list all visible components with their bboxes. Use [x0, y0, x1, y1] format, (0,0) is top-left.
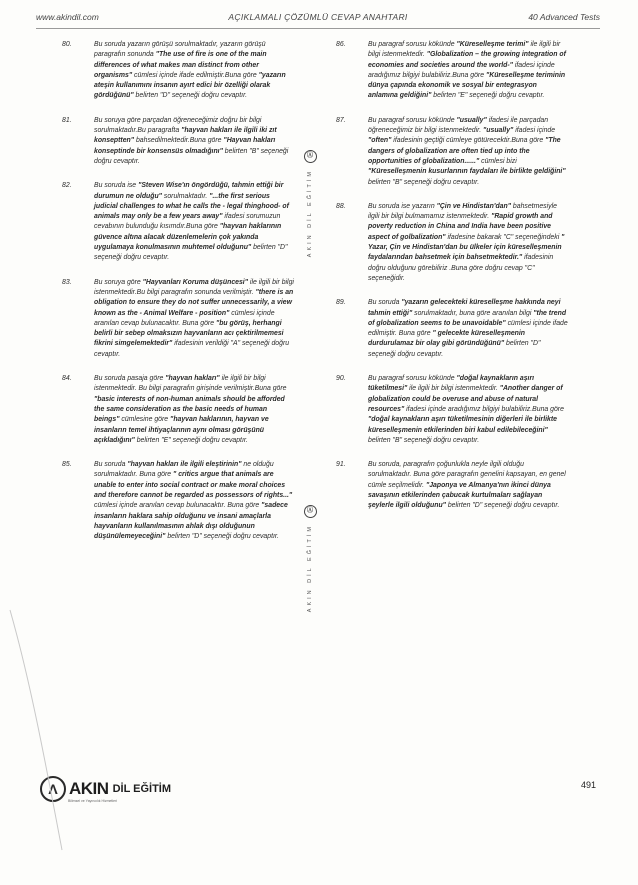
- answer-segment: belirten "E" seçeneği doğru cevaptır.: [134, 436, 248, 444]
- answer-segment: Bu paragraf sorusu kökünde: [368, 116, 457, 124]
- answer-text: [368, 40, 568, 102]
- answer-quote: "usually": [483, 127, 514, 135]
- answer-segment: Bu paragraf sorusu kökünde: [368, 375, 457, 383]
- brand-tagline: Bilimsel ve Yayıncılık Hizmetleri: [68, 799, 118, 803]
- answer-item: [62, 40, 294, 102]
- answer-quote: "Küreselleşme terimi": [456, 41, 529, 48]
- answer-item: [62, 181, 294, 263]
- answer-number: 86.: [336, 41, 346, 48]
- answer-number: 90.: [336, 375, 346, 383]
- answer-item: [62, 116, 294, 167]
- answer-quote: " Yazar, Çin ve Hindistan'dan bu ülkeler için küreselleşmenin faydalarından bahsetmek için bahsetmektedir.": [368, 233, 565, 262]
- answer-segment: cümlesi içinde aranılan cevap bulunacaktır. Buna göre: [94, 502, 262, 510]
- answer-quote: "Another danger of globalization could be overuse and abuse of natural resources": [368, 385, 563, 413]
- answer-segment: cümlesi içinde aranılan cevap bulunacaktır. Buna göre: [94, 309, 275, 327]
- answer-segment: ile ilgili bir bilgi istenmektedir.Bu bilgi paragrafın sonunda verilmiştir.: [94, 278, 294, 296]
- answer-quote: "hayvan hakları": [165, 375, 220, 383]
- answer-text: [368, 460, 568, 511]
- answer-segment: belirten "D" seçeneği doğru cevaptır.: [165, 533, 279, 541]
- answer-quote: "the trend of globalization seems to be unavoidable": [368, 309, 567, 327]
- answer-segment: sorulmaktadır.: [161, 192, 210, 200]
- answer-text: [368, 116, 568, 188]
- answer-quote: " gelecekte küreselleşmenin durdurulamaz bir olay gibi göründüğünü": [368, 330, 525, 348]
- answer-item: [62, 278, 294, 360]
- answer-quote: "Globalization – the growing integration of economies and societies around the world-": [368, 51, 566, 69]
- answer-segment: ifadesi içinde aradığımız bilgiyi bulabiliriz.Buna göre: [404, 405, 564, 413]
- answer-quote: "doğal kaynakların aşırı tüketilmesi": [368, 375, 535, 393]
- answer-quote: "often": [368, 137, 392, 145]
- brand-name: AKIN: [69, 779, 109, 798]
- akin-logo-icon: Ⓐ: [304, 150, 317, 163]
- answer-segment: Bu paragraf sorusu kökünde: [368, 41, 457, 48]
- answer-segment: bahsedilmektedir.Buna göre: [134, 137, 224, 145]
- pen-stroke-mark: [0, 600, 70, 860]
- answer-quote: "Steven Wise'ın öngördüğü, tahmin ettiği bir durumun ne olduğu": [94, 182, 284, 200]
- answer-segment: belirten "D" seçeneği doğru cevaptır.: [94, 244, 288, 262]
- answer-number: 91.: [336, 461, 346, 469]
- answer-quote: "usually": [456, 116, 487, 124]
- answer-segment: Bu soruda pasaja göre: [94, 375, 166, 383]
- answer-text: [94, 374, 294, 446]
- answer-quote: "hayvan haklarının, hayvan ve insanların temel ihtiyaçlarının aynı olması görüşünü açıkladığını": [94, 416, 269, 444]
- answer-quote: "Japonya ve Almanya'nın ikinci dünya savaşının etkilerinden çabucak kurtulmaları sağlayan şeylerle ilgili olduğunu": [368, 481, 551, 510]
- answer-text: [94, 278, 294, 360]
- answer-quote: "...the first serious judicial challenges to what he calls the - legal thinghood- of animals may only be a few years away": [94, 192, 289, 221]
- answer-segment: Bu soruya göre parçadan öğreneceğimiz doğru bir bilgi sorulmaktadır.Bu paragrafta: [94, 116, 262, 135]
- answer-quote: "Çin ve Hindistan'dan": [436, 202, 511, 210]
- spine-text: AKIN DİL EĞİTİM: [307, 524, 313, 613]
- answer-item: [62, 374, 294, 446]
- answer-segment: belirten "E" seçeneği doğru cevaptır.: [431, 92, 545, 100]
- answer-quote: "yazarın gelecekteki küreselleşme hakkında neyi tahmin ettiği": [368, 299, 561, 317]
- answer-segment: Bu soruda ise: [94, 182, 139, 190]
- answer-quote: "hayvan hakları ile ilgili iki zıt konseptten": [94, 127, 277, 145]
- answer-segment: Bu soruya göre: [94, 278, 143, 286]
- left-column: [62, 40, 294, 556]
- answer-text: [94, 181, 294, 263]
- answer-number: 88.: [336, 202, 346, 210]
- answer-segment: cümlesi içinde ifade edilmiştir. Buna göre: [368, 319, 568, 338]
- answer-item: [336, 374, 568, 446]
- answer-number: 82.: [62, 182, 72, 190]
- answer-number: 81.: [62, 116, 72, 124]
- spine-mark-bottom: [302, 505, 318, 655]
- brand-subname: DİL EĞİTİM: [112, 783, 172, 795]
- answer-number: 87.: [336, 116, 346, 124]
- answer-quote: "The dangers of globalization are often tied up into the opportunities of globalization......": [368, 137, 561, 165]
- brand-logo-icon: Λ: [40, 776, 66, 802]
- answer-segment: cümlesine göre: [119, 416, 171, 424]
- answer-segment: belirten "D" seçeneği doğru cevaptır.: [445, 502, 560, 510]
- answer-text: [368, 374, 568, 446]
- answer-number: 80.: [62, 41, 72, 48]
- answer-quote: "Hayvan hakları konseptinde bir konsensüs olmadığını": [94, 137, 276, 155]
- answer-quote: "The use of fire is one of the main differences of what makes man distinct from other organisms": [94, 51, 267, 79]
- answer-segment: ifadesinin geçtiği cümleye götürecektir.Buna göre: [391, 137, 546, 145]
- series-name: 40 Advanced Tests: [528, 12, 600, 22]
- header-rule: [36, 28, 600, 29]
- answer-segment: belirten "B" seçeneği doğru cevaptır.: [368, 178, 480, 186]
- answer-segment: Bu soruda yazarın görüşü sorulmaktadır, yazarın görüşü paragrafın sonunda: [94, 41, 266, 59]
- answer-quote: "sadece insanların haklara sahip olduğunu ve insani amaçlarla hayvanların kullanılmasının ahlak dışı olduğunun düşünülemeyeceğini": [94, 502, 288, 541]
- answer-quote: "Küreselleşmenin kusurlarının faydaları ile birlikte geldiğini": [368, 168, 566, 176]
- spine-mark-top: [302, 150, 318, 300]
- answer-number: 84.: [62, 375, 72, 383]
- header-title: AÇIKLAMALI ÇÖZÜMLÜ CEVAP ANAHTARI: [228, 12, 408, 22]
- page-number: 491: [580, 780, 596, 790]
- answer-number: 89.: [336, 299, 346, 307]
- answer-item: [336, 202, 568, 284]
- answer-text: [94, 40, 294, 102]
- answer-quote: "basic interests of non-human animals should be afforded the same consideration as the basic needs of human beings": [94, 395, 285, 424]
- answer-segment: cümlesi bizi: [479, 157, 517, 165]
- answer-segment: Bu soruda: [94, 461, 128, 469]
- answer-quote: "Rapid growth and poverty reduction in China and India have been positive aspect of golbalization": [368, 213, 553, 241]
- page-header: [36, 12, 600, 26]
- akin-logo-icon: Ⓐ: [304, 505, 317, 518]
- answer-segment: ifadesinin verildiği "A" seçeneği doğru cevaptır.: [94, 340, 290, 358]
- answer-segment: belirten "D" seçeneği doğru cevaptır.: [133, 92, 248, 100]
- answer-item: [62, 460, 294, 542]
- answer-text: [94, 460, 294, 542]
- answer-text: [94, 116, 294, 167]
- answer-segment: ifadesinin doğru olduğunu görebiliriz .Buna göre doğru cevap "C" seçeneğidir.: [368, 254, 554, 282]
- answer-segment: bahsetmesiyle ilgili bir bilgi bulmamamız istenmektedir.: [368, 202, 557, 221]
- answer-segment: belirten "D" seçeneği doğru cevaptır.: [368, 340, 541, 358]
- answer-segment: ile ilgili bir bilgi istenmektedir.: [368, 41, 561, 59]
- right-column: [336, 40, 568, 526]
- answer-segment: belirten "B" seçeneği doğru cevaptır.: [368, 436, 480, 444]
- answer-number: 85.: [62, 461, 72, 469]
- answer-quote: "Küreselleşme teriminin dünya çapında ekonomik ve sosyal bir entegrasyon anlamına geldiğini": [368, 71, 566, 100]
- answer-item: [336, 460, 568, 511]
- answer-quote: "yazarın ateşin kullanımını insanın ayırt edici bir özelliği olarak gördüğünü": [94, 71, 286, 100]
- answer-text: [368, 202, 568, 284]
- answer-segment: Bu soruda: [368, 299, 402, 307]
- answer-segment: belirten "B" seçeneği doğru cevaptır.: [94, 147, 289, 165]
- answer-segment: ifadesi içinde aradığımız bilgiyi bulabiliriz.Buna göre: [368, 61, 555, 79]
- answer-segment: ile ilgili bir bilgi istenmektedir.: [407, 385, 500, 393]
- answer-segment: Bu soruda ise yazarın: [368, 202, 437, 210]
- answer-text: [368, 298, 568, 360]
- answer-segment: ile ilgili bir bilgi istenmektedir. Bu bilgi paragrafın girişinde verilmiştir.Buna göre: [94, 375, 287, 393]
- answer-segment: ifadesi içinde: [513, 127, 556, 135]
- answer-quote: "there is an obligation to ensure they do not suffer unnecessarily, a view known as the - Animal Welfare - position": [94, 288, 294, 317]
- answer-quote: "hayvan hakları ile ilgili eleştirinin": [127, 461, 242, 469]
- answer-segment: ifadesine bakarak "C" seçeneğindeki: [445, 233, 562, 241]
- site-url: www.akindil.com: [36, 12, 99, 22]
- answer-segment: ne olduğu sorulmaktadır. Buna göre: [94, 461, 274, 479]
- answer-segment: ifadesi sorumuzun cevabının bulunduğu kısımdır.Buna göre: [94, 213, 281, 231]
- answer-item: [336, 116, 568, 188]
- answer-item: [336, 298, 568, 360]
- answer-number: 83.: [62, 278, 72, 286]
- answer-segment: ifadesi ile parçadan öğreneceğimiz bir bilgi istenmektedir.: [368, 116, 549, 135]
- answer-quote: " critics argue that animals are unable to enter into social contract or make moral choices and therefore cannot be regarded as possessors of rights...": [94, 471, 293, 499]
- answer-quote: "Hayvanları Koruma düşüncesi": [142, 278, 248, 286]
- answer-item: [336, 40, 568, 102]
- answer-segment: Bu soruda, paragrafın çoğunlukla neyle ilgili olduğu sorulmaktadır. Buna göre paragrafın genelini kapsayan, en genel cümle seçilmelidir.: [368, 461, 566, 489]
- spine-text: AKIN DİL EĞİTİM: [307, 169, 313, 258]
- answer-segment: sorulmaktadır, buna göre aranılan bilgi: [412, 309, 534, 317]
- answer-segment: cümlesi içinde ifade edilmiştir.Buna göre: [132, 71, 259, 79]
- answer-quote: "hayvan haklarının güvence altına alacak düzenlemelerin çok yakında uygulamaya konulmasının muhtemel olduğunu": [94, 223, 282, 252]
- answer-quote: "doğal kaynakların aşırı tüketilmesinin diğerleri ile birlikte küreselleşmenin etkilerinden biri kabul edilebileceğini": [368, 416, 557, 434]
- answer-quote: "bu görüş, herhangi belirli bir sebep olmaksızın hayvanların acı çektirilmemesi fikrini simgelemektedir": [94, 319, 284, 348]
